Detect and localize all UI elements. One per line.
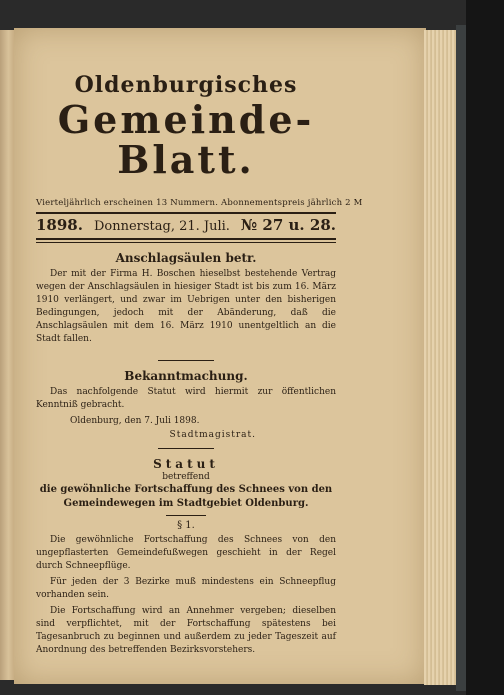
rule-bottom xyxy=(36,238,336,240)
rule-top xyxy=(36,212,336,214)
background-strip xyxy=(466,0,504,695)
book-cover xyxy=(456,25,466,691)
notice-title: Anschlagsäulen betr. xyxy=(115,251,257,265)
document-content xyxy=(36,42,363,657)
notice-body: Der mit der Firma H. Boschen hieselbst bestehende Vertrag wegen der Anschlagsäulen in hiesiger Stadt ist bis zum 16. März 1910 verlängert, und zwar im Uebrigen unter den bisherigen Bedingungen, jedoch mit der Abänderung, daß die Anschlagsäulen mit dem 16. März 1910 unentgeltlich an die Stadt fallen. xyxy=(36,269,336,344)
place-date: Oldenburg, den 7. Juli 1898. xyxy=(70,416,200,426)
issue-year: 1898. xyxy=(36,216,83,234)
separator-3 xyxy=(166,515,206,516)
statute-subtitle: betreffend xyxy=(162,472,210,482)
subscription-line: Vierteljährlich erscheinen 13 Nummern. Abonnementspreis jährlich 2 M xyxy=(36,198,363,208)
announcement-body: Das nachfolgende Statut wird hiermit zur öffentlichen Kenntniß gebracht. xyxy=(36,387,336,410)
statute-paragraph: Die gewöhnliche Fortschaffung des Schnees von den ungepflasterten Gemeindefußwegen geschieht in der Regel durch Schneepflüge. xyxy=(36,535,336,571)
statute-paragraph: Die Fortschaffung wird an Annehmer vergeben; dieselben sind verpflichtet, mit der Fortschaffung spätestens bei Tagesanbruch zu beginnen und außerdem zu jeder Tageszeit auf Anordnung des betreffenden Bezirksvorstehers. xyxy=(36,606,336,655)
authority: Stadtmagistrat. xyxy=(169,430,256,440)
dateline xyxy=(36,216,336,234)
separator-2 xyxy=(158,448,214,449)
issue-date: Donnerstag, 21. Juli. xyxy=(93,219,230,234)
issue-number: № 27 u. 28. xyxy=(240,216,336,234)
statute-paragraph: Für jeden der 3 Bezirke muß mindestens ein Schneepflug vorhanden sein. xyxy=(36,577,336,600)
announcement-title: Bekanntmachung. xyxy=(124,369,248,383)
masthead-top: Oldenburgisches xyxy=(74,72,298,98)
page-edges xyxy=(424,30,460,685)
section-number: § 1. xyxy=(177,520,195,531)
statute-title: Statut xyxy=(153,457,219,471)
statute-heading: die gewöhnliche Fortschaffung des Schnees von den Gemeindewegen im Stadtgebiet Oldenburg. xyxy=(39,484,333,509)
separator xyxy=(158,360,214,361)
rule-bottom-thin xyxy=(36,242,336,243)
book-binding-left xyxy=(0,30,15,680)
masthead-title: Gemeinde-Blatt. xyxy=(57,97,315,182)
